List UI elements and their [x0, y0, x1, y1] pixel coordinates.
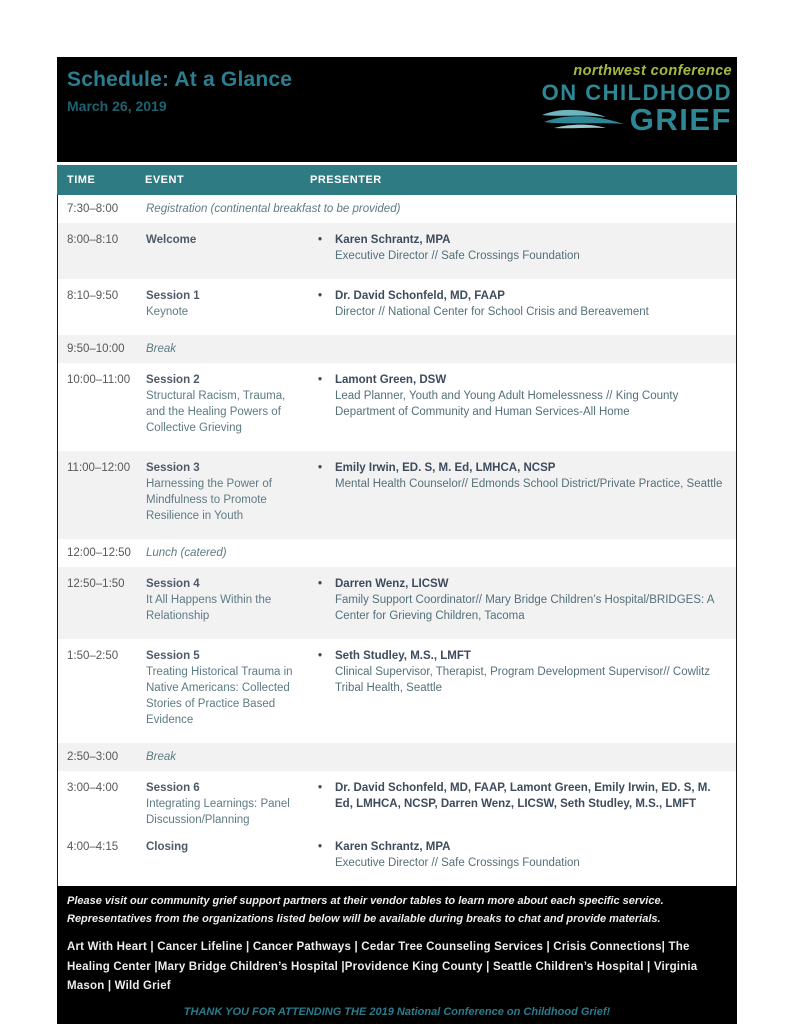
presenter-name: Dr. David Schonfeld, MD, FAAP, Lamont Green, Emily Irwin, ED. S, M. Ed, LMHCA, NCSP, Darren Wenz, LICSW, Seth Studley, M.S., LMFT [335, 782, 711, 810]
schedule-row-note [58, 195, 736, 223]
event-title: Session 1 [146, 290, 200, 302]
vendor-notice-line1: Please visit our community grief support partners at their vendor tables to learn more about each specific service. [67, 895, 664, 907]
event-title: Session 5 [146, 650, 200, 662]
document-footer [57, 886, 737, 1024]
presenter-text [335, 460, 724, 524]
note-text: Break [146, 751, 177, 763]
presenter-cell [311, 460, 736, 524]
time-cell: 7:30–8:00 [67, 203, 119, 215]
vendor-notice [67, 893, 727, 928]
time-cell: 10:00–11:00 [67, 374, 131, 386]
vendor-notice-line2: Representatives from the organizations listed below will be available during breaks to chat and provide materials. [67, 912, 661, 925]
presenter-cell [311, 839, 736, 871]
column-header-presenter: PRESENTER [310, 174, 382, 186]
event-cell [146, 460, 311, 524]
event-title: Welcome [146, 234, 197, 246]
bullet-icon: • [318, 650, 323, 662]
presenter-role: Executive Director // Safe Crossings Foundation [335, 857, 580, 869]
presenter-cell [311, 288, 736, 320]
schedule-row-session [58, 279, 736, 335]
presenter-cell [311, 232, 736, 264]
event-cell [146, 648, 311, 728]
presenter-role: Lead Planner, Youth and Young Adult Homelessness // King County Department of Community and Human Services-All Home [335, 390, 679, 418]
event-cell [146, 288, 311, 320]
schedule-row-session [58, 771, 736, 830]
presenter-cell [311, 576, 736, 624]
bullet-icon: • [318, 374, 323, 386]
presenter-text [335, 839, 724, 871]
presenter-cell [311, 372, 736, 436]
schedule-row-note [58, 743, 736, 771]
event-description: It All Happens Within the Relationship [146, 594, 272, 622]
presenter-text [335, 232, 724, 264]
column-header-time: TIME [67, 174, 96, 186]
bullet-icon: • [318, 462, 323, 474]
thank-you-message: THANK YOU FOR ATTENDING THE 2019 National Conference on Childhood Grief! [183, 1005, 611, 1018]
event-title: Session 6 [146, 782, 200, 794]
schedule-table-body [57, 195, 737, 886]
schedule-row-note [58, 539, 736, 567]
presenter-text [335, 288, 724, 320]
schedule-row-session [58, 830, 736, 886]
presenter-name: Seth Studley, M.S., LMFT [335, 650, 471, 662]
event-cell [146, 232, 311, 264]
event-date: March 26, 2019 [67, 98, 167, 114]
time-cell: 9:50–10:00 [67, 343, 125, 355]
logo-text-on-childhood: ON CHILDHOOD [541, 79, 732, 105]
event-description: Harnessing the Power of Mindfulness to Promote Resilience in Youth [146, 478, 272, 522]
conference-logo [540, 64, 732, 135]
bullet-icon: • [318, 234, 323, 246]
logo-text-grief: GRIEF [629, 101, 732, 137]
time-cell: 11:00–12:00 [67, 462, 131, 474]
time-cell: 1:50–2:50 [67, 650, 119, 662]
schedule-row-session [58, 567, 736, 639]
time-cell: 2:50–3:00 [67, 751, 119, 763]
table-header-row [57, 165, 737, 195]
column-header-event: EVENT [145, 174, 185, 186]
event-cell [146, 780, 311, 828]
time-cell: 12:00–12:50 [67, 547, 131, 559]
presenter-name: Emily Irwin, ED. S, M. Ed, LMHCA, NCSP [335, 462, 556, 474]
presenter-role: Family Support Coordinator// Mary Bridge Children’s Hospital/BRIDGES: A Center for Grieving Children, Tacoma [335, 594, 714, 622]
presenter-text [335, 648, 724, 728]
event-title: Session 3 [146, 462, 200, 474]
event-description: Structural Racism, Trauma, and the Healing Powers of Collective Grieving [146, 390, 286, 434]
logo-bottom-row [540, 101, 732, 137]
presenter-name: Karen Schrantz, MPA [335, 234, 451, 246]
partner-list: Art With Heart | Cancer Lifeline | Cancer Pathways | Cedar Tree Counseling Services | Crisis Connections| The Healing Center |Mary Bridge Children’s Hospital |Providence King County | Seattle Children’s Hospital | Virginia Mason | Wild Grief [67, 941, 698, 993]
event-cell [146, 372, 311, 436]
presenter-text [335, 576, 724, 624]
bullet-icon: • [318, 782, 323, 794]
event-title: Session 4 [146, 578, 200, 590]
event-description: Integrating Learnings: Panel Discussion/Planning [146, 798, 290, 826]
presenter-text [335, 372, 724, 436]
schedule-row-session [58, 223, 736, 279]
event-cell [146, 576, 311, 624]
presenter-role: Director // National Center for School Crisis and Bereavement [335, 306, 649, 318]
note-text: Break [146, 343, 177, 355]
schedule-row-session [58, 639, 736, 743]
note-text: Lunch (catered) [146, 547, 227, 559]
presenter-cell [311, 648, 736, 728]
presenter-name: Lamont Green, DSW [335, 374, 447, 386]
event-cell [146, 839, 311, 871]
schedule-row-session [58, 451, 736, 539]
page-title: Schedule: At a Glance [67, 68, 293, 91]
presenter-role: Executive Director // Safe Crossings Foundation [335, 250, 580, 262]
document-header [57, 57, 737, 162]
time-cell: 3:00–4:00 [67, 782, 119, 794]
bullet-icon: • [318, 841, 323, 853]
event-title: Closing [146, 841, 189, 853]
event-title: Session 2 [146, 374, 200, 386]
time-cell: 8:00–8:10 [67, 234, 119, 246]
presenter-name: Karen Schrantz, MPA [335, 841, 451, 853]
presenter-text [335, 780, 724, 828]
wave-swoosh-icon [540, 106, 628, 132]
time-cell: 12:50–1:50 [67, 578, 125, 590]
schedule-row-session [58, 363, 736, 451]
bullet-icon: • [318, 578, 323, 590]
time-cell: 4:00–4:15 [67, 841, 119, 853]
schedule-document [57, 57, 737, 1024]
logo-text-northwest-conference: northwest conference [573, 63, 732, 79]
event-description: Keynote [146, 306, 189, 318]
event-description: Treating Historical Trauma in Native Americans: Collected Stories of Practice Based Evidence [146, 666, 293, 726]
presenter-role: Mental Health Counselor// Edmonds School District/Private Practice, Seattle [335, 478, 723, 490]
presenter-role: Clinical Supervisor, Therapist, Program Development Supervisor// Cowlitz Tribal Health, Seattle [335, 666, 710, 694]
presenter-name: Darren Wenz, LICSW [335, 578, 449, 590]
presenter-name: Dr. David Schonfeld, MD, FAAP [335, 290, 505, 302]
time-cell: 8:10–9:50 [67, 290, 119, 302]
presenter-cell [311, 780, 736, 828]
note-text: Registration (continental breakfast to be provided) [146, 203, 401, 215]
schedule-row-note [58, 335, 736, 363]
bullet-icon: • [318, 290, 323, 302]
